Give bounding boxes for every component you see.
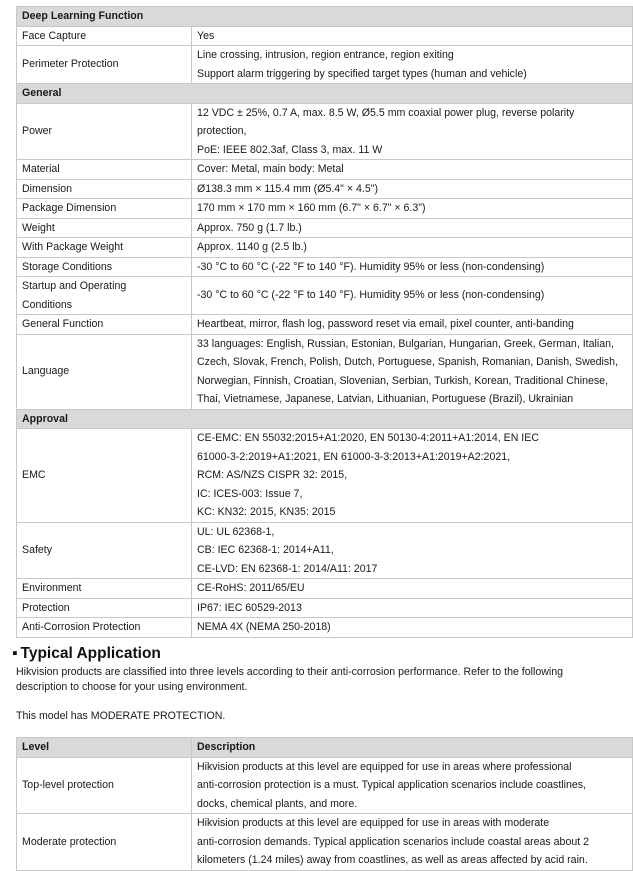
- level-description-line: Hikvision products at this level are equipped for use in areas where professional: [197, 760, 572, 773]
- spec-value-line: Czech, Slovak, French, Polish, Dutch, Portuguese, Spanish, Romanian, Danish, Swedish,: [197, 356, 619, 368]
- spec-label: [17, 522, 192, 579]
- description-column-header: Description: [192, 738, 633, 758]
- square-bullet-icon: ▪: [12, 645, 18, 662]
- spec-value-line: -30 °C to 60 °C (-22 °F to 140 °F). Humidity 95% or less (non-condensing): [197, 260, 545, 273]
- spec-value: [192, 238, 633, 258]
- spec-value-line: CB: IEC 62368-1: 2014+A11,: [197, 544, 334, 556]
- section-header-row: [17, 7, 633, 27]
- level-description-line: docks, chemical plants, and more.: [197, 797, 358, 810]
- protection-level-table-body: [17, 738, 633, 871]
- section-title-text: Typical Application: [20, 645, 161, 662]
- spec-label-line: Power: [22, 125, 53, 137]
- spec-value: [192, 46, 633, 84]
- application-intro: [16, 665, 626, 695]
- spec-label: [17, 315, 192, 335]
- level-column-header: Level: [17, 738, 192, 758]
- level-name: Moderate protection: [17, 814, 192, 871]
- spec-row: [17, 429, 633, 523]
- spec-value-line: 170 mm × 170 mm × 160 mm (6.7" × 6.7" × 6.3"): [197, 202, 426, 214]
- spec-label: [17, 429, 192, 523]
- spec-value-line: Approx. 1140 g (2.5 lb.): [197, 241, 307, 253]
- spec-value: [192, 199, 633, 219]
- intro-line: description to choose for your using environment.: [16, 681, 248, 693]
- spec-value-line: Line crossing, intrusion, region entrance, region exiting: [197, 49, 454, 61]
- level-description-line: Hikvision products at this level are equipped for use in areas with moderate: [197, 817, 550, 829]
- level-table-header-row: [17, 738, 633, 758]
- spec-label: [17, 103, 192, 160]
- level-name: Top-level protection: [17, 757, 192, 814]
- spec-value-line: IC: ICES-003: Issue 7,: [197, 487, 303, 500]
- section-heading: Approval: [17, 409, 633, 429]
- spec-label-line: General Function: [22, 318, 104, 330]
- spec-value-line: Yes: [197, 29, 215, 42]
- spec-row: [17, 46, 633, 84]
- spec-value-line: Ø138.3 mm × 115.4 mm (Ø5.4" × 4.5"): [197, 182, 379, 195]
- spec-value-line: 61000-3-2:2019+A1:2021, EN 61000-3-3:2013+A1:2019+A2:2021,: [197, 450, 511, 463]
- spec-label-line: Weight: [22, 221, 55, 234]
- spec-row: [17, 199, 633, 219]
- spec-value: [192, 522, 633, 579]
- spec-row: [17, 522, 633, 579]
- spec-label-line: Perimeter Protection: [22, 58, 119, 71]
- spec-row: [17, 257, 633, 277]
- spec-value: [192, 218, 633, 238]
- spec-value-line: NEMA 4X (NEMA 250-2018): [197, 621, 331, 633]
- spec-value: [192, 277, 633, 315]
- spec-label-line: Face Capture: [22, 29, 87, 42]
- spec-value-line: PoE: IEEE 802.3af, Class 3, max. 11 W: [197, 143, 383, 156]
- model-protection-note: This model has MODERATE PROTECTION.: [16, 710, 226, 722]
- spec-value: [192, 315, 633, 335]
- spec-value-line: RCM: AS/NZS CISPR 32: 2015,: [197, 469, 348, 481]
- spec-row: [17, 334, 633, 409]
- spec-value: [192, 26, 633, 46]
- spec-label-line: With Package Weight: [22, 241, 124, 253]
- section-heading: Deep Learning Function: [17, 7, 633, 27]
- spec-label: [17, 598, 192, 618]
- level-description: [192, 757, 633, 814]
- spec-value-line: CE-EMC: EN 55032:2015+A1:2020, EN 50130-4:2011+A1:2014, EN IEC: [197, 432, 539, 444]
- level-description: [192, 814, 633, 871]
- spec-value: [192, 429, 633, 523]
- section-header-row: [17, 84, 633, 104]
- spec-value-line: 12 VDC ± 25%, 0.7 A, max. 8.5 W, Ø5.5 mm coaxial power plug, reverse polarity: [197, 106, 575, 119]
- spec-value-line: Support alarm triggering by specified target types (human and vehicle): [197, 67, 527, 80]
- spec-row: [17, 238, 633, 258]
- level-row: [17, 757, 633, 814]
- spec-label: [17, 160, 192, 180]
- spec-value-line: Norwegian, Finnish, Croatian, Slovenian, Serbian, Turkish, Korean, Traditional Chinese,: [197, 374, 609, 387]
- spec-label: [17, 26, 192, 46]
- spec-label-line: Package Dimension: [22, 202, 117, 214]
- spec-row: [17, 160, 633, 180]
- spec-row: [17, 218, 633, 238]
- spec-value-line: Approx. 750 g (1.7 lb.): [197, 221, 302, 234]
- spec-value-line: protection,: [197, 125, 247, 137]
- spec-label: [17, 179, 192, 199]
- spec-label: [17, 257, 192, 277]
- spec-label-line: Dimension: [22, 182, 73, 195]
- spec-value: [192, 334, 633, 409]
- spec-label: [17, 277, 192, 315]
- spec-row: [17, 315, 633, 335]
- spec-label: [17, 218, 192, 238]
- spec-value-line: Thai, Vietnamese, Japanese, Latvian, Lithuanian, Portuguese (Brazil), Ukrainian: [197, 393, 574, 405]
- spec-value-line: KC: KN32: 2015, KN35: 2015: [197, 506, 336, 518]
- spec-row: [17, 277, 633, 315]
- spec-label: [17, 238, 192, 258]
- spec-row: [17, 26, 633, 46]
- spec-value: [192, 160, 633, 180]
- spec-row: [17, 598, 633, 618]
- spec-value: [192, 618, 633, 638]
- level-description-line: anti-corrosion protection is a must. Typical application scenarios include coastlines,: [197, 779, 587, 791]
- spec-label: [17, 46, 192, 84]
- level-row: [17, 814, 633, 871]
- spec-label-line: Environment: [22, 582, 82, 594]
- spec-row: [17, 179, 633, 199]
- spec-label-line: Startup and Operating: [22, 280, 127, 292]
- spec-value: [192, 579, 633, 599]
- spec-label: [17, 199, 192, 219]
- spec-value: [192, 103, 633, 160]
- spec-value-line: 33 languages: English, Russian, Estonian, Bulgarian, Hungarian, Greek, German, Italian,: [197, 337, 614, 350]
- spec-value-line: -30 °C to 60 °C (-22 °F to 140 °F). Humidity 95% or less (non-condensing): [197, 289, 545, 302]
- spec-value-line: CE-LVD: EN 62368-1: 2014/A11: 2017: [197, 562, 378, 575]
- spec-value: [192, 598, 633, 618]
- specification-table: [16, 6, 633, 638]
- spec-row: [17, 579, 633, 599]
- section-header-row: [17, 409, 633, 429]
- spec-label-line: Anti-Corrosion Protection: [22, 621, 141, 633]
- spec-value-line: Heartbeat, mirror, flash log, password reset via email, pixel counter, anti-banding: [197, 318, 574, 330]
- spec-value-line: UL: UL 62368-1,: [197, 525, 275, 538]
- spec-label: [17, 579, 192, 599]
- level-description-line: kilometers (1.24 miles) away from coastlines, as well as areas affected by acid rain.: [197, 854, 588, 866]
- section-title-typical-application: [12, 644, 161, 664]
- section-heading: General: [17, 84, 633, 104]
- spec-label: [17, 618, 192, 638]
- specification-table-body: [17, 7, 633, 638]
- level-description-line: anti-corrosion demands. Typical application scenarios include coastal areas about 2: [197, 835, 589, 848]
- spec-label-line: Storage Conditions: [22, 260, 113, 273]
- spec-value-line: IP67: IEC 60529-2013: [197, 601, 302, 614]
- spec-label-line: Conditions: [22, 298, 73, 311]
- intro-line: Hikvision products are classified into three levels according to their anti-corrosion performance. Refer to the following: [16, 666, 564, 678]
- spec-label-line: Material: [22, 163, 60, 175]
- spec-value-line: Cover: Metal, main body: Metal: [197, 163, 344, 175]
- spec-value: [192, 179, 633, 199]
- spec-label-line: Protection: [22, 601, 70, 614]
- spec-label-line: EMC: [22, 469, 46, 481]
- spec-row: [17, 103, 633, 160]
- spec-label-line: Safety: [22, 544, 53, 556]
- spec-label: [17, 334, 192, 409]
- spec-label-line: Language: [22, 365, 70, 378]
- spec-value-line: CE-RoHS: 2011/65/EU: [197, 582, 305, 594]
- spec-value: [192, 257, 633, 277]
- protection-level-table: [16, 737, 633, 871]
- spec-row: [17, 618, 633, 638]
